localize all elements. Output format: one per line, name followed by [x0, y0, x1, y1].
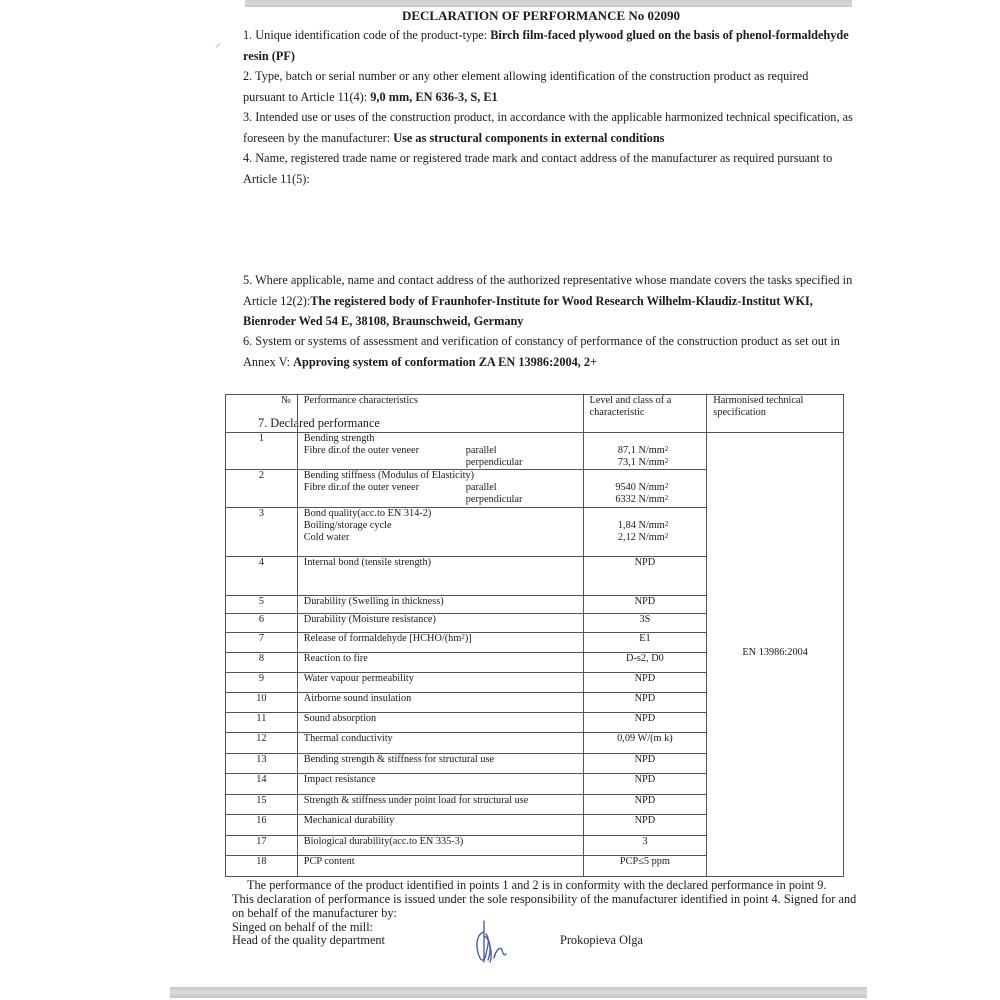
row-value-a: 9540 N/mm — [615, 482, 665, 493]
row-no: 3 — [226, 508, 298, 557]
row-characteristic: Thermal conductivity — [297, 733, 583, 754]
row-title: Bond quality(acc.to EN 314-2) — [303, 508, 432, 519]
row-no: 15 — [226, 795, 298, 815]
row-characteristic: Durability (Swelling in thickness) — [297, 596, 583, 614]
item-5-label-cont: Article 12(2): — [243, 293, 311, 308]
harmonised-spec-cell — [707, 433, 844, 877]
item-5-label: 5. Where applicable, name and contact address of the authorized representative whose mandate covers the tasks specified in — [243, 273, 853, 287]
item-4-label-cont: Article 11(5): — [243, 171, 310, 186]
row-no: 6 — [226, 614, 298, 633]
item-5 — [243, 270, 853, 332]
item-6-label: 6. System or systems of assessment and verification of constancy of performance of the construction product as set out in — [243, 334, 840, 348]
scan-artifact — [216, 43, 221, 48]
row-characteristic-text: )] — [464, 633, 472, 644]
row-value: NPD — [583, 795, 707, 815]
unit-superscript: 2 — [461, 633, 465, 641]
unit-superscript: 2 — [664, 494, 669, 502]
row-value: E1 — [583, 633, 707, 653]
row-value — [583, 470, 707, 508]
signed-on-behalf: Singed on behalf of the mill: — [232, 919, 374, 934]
row-sub-a: parallel — [465, 482, 497, 493]
row-characteristic — [297, 433, 583, 470]
responsibility-statement — [232, 893, 856, 948]
row-value: NPD — [583, 693, 707, 713]
row-characteristic: Sound absorption — [297, 713, 583, 733]
item-2-label: 2. Type, batch or serial number or any other element allowing identification of the construction product as required — [243, 69, 809, 83]
row-title: Bending stiffness (Modulus of Elasticity) — [303, 470, 475, 481]
row-value-a: 87,1 N/mm — [617, 445, 665, 456]
header-no: № — [226, 395, 298, 433]
declared-performance-table — [225, 394, 844, 877]
handwritten-signature-icon — [472, 918, 532, 968]
item-4 — [243, 148, 843, 189]
row-value: D-s2, D0 — [583, 653, 707, 673]
row-value: NPD — [583, 754, 707, 774]
responsibility-line-2: on behalf of the manufacturer by: — [232, 905, 397, 920]
item-4-label: 4. Name, registered trade name or registered trade mark and contact address of the manufacturer as required pursuant to — [243, 151, 833, 165]
row-characteristic-text: Release of formaldehyde [HCHO/(hm — [303, 633, 462, 644]
item-5-value-cont: Bienroder Wed 54 E, 38108, Braunschweid, Germany — [243, 314, 524, 328]
unit-superscript: 2 — [664, 445, 669, 453]
row-characteristic — [297, 633, 583, 653]
responsibility-line-1: This declaration of performance is issued under the sole responsibility of the manufacturer identified in point 4. Signed for and — [232, 892, 857, 906]
row-characteristic: Airborne sound insulation — [297, 693, 583, 713]
harmonised-spec: EN 13986:2004 — [742, 646, 808, 658]
item-5-value: The registered body of Fraunhofer-Institute for Wood Research Wilhelm-Klaudiz-Institut WKI, — [310, 293, 813, 308]
item-3-value: Use as structural components in external conditions — [393, 130, 665, 145]
row-sub-b: Cold water — [303, 532, 350, 543]
item-2-value: 9,0 mm, EN 636-3, S, E1 — [370, 89, 498, 104]
item-6-label-cont: Annex V: — [243, 354, 294, 369]
scan-edge-bottom — [170, 987, 867, 998]
row-sub-label: Fibre dir.of the outer veneer — [303, 445, 420, 456]
row-no: 13 — [226, 754, 298, 774]
row-characteristic: Strength & stiffness under point load for structural use — [297, 795, 583, 815]
row-value: NPD — [583, 673, 707, 693]
row-no: 14 — [226, 774, 298, 795]
row-no: 7 — [226, 633, 298, 653]
row-value: 0,09 W/(m k) — [583, 733, 707, 754]
row-characteristic: Reaction to fire — [297, 653, 583, 673]
row-sub-a: Boiling/storage cycle — [303, 520, 392, 531]
item-1-value-cont: resin (PF) — [243, 48, 296, 63]
item-6-value: Approving system of conformation ZA EN 13986:2004, 2+ — [293, 354, 598, 369]
row-no: 4 — [226, 557, 298, 596]
item-6 — [243, 331, 843, 372]
row-value: NPD — [583, 713, 707, 733]
unit-superscript: 2 — [664, 482, 669, 490]
row-no: 10 — [226, 693, 298, 713]
item-3-label-cont: foreseen by the manufacturer: — [243, 130, 394, 145]
item-1 — [243, 25, 849, 66]
row-title: Bending strength — [303, 433, 375, 444]
unit-superscript: 2 — [664, 532, 669, 540]
row-sub-a: parallel — [465, 445, 497, 456]
row-value — [583, 433, 707, 470]
row-value: NPD — [583, 815, 707, 836]
item-1-value: Birch film-faced plywood glued on the basis of phenol-formaldehyde — [490, 28, 849, 42]
item-2-label-cont: pursuant to Article 11(4): — [243, 89, 371, 104]
row-characteristic: Biological durability(acc.to EN 335-3) — [297, 836, 583, 856]
row-value-b: 2,12 N/mm — [617, 532, 665, 543]
row-value: 3 — [583, 836, 707, 856]
row-sub-b: perpendicular — [465, 457, 523, 468]
row-no: 8 — [226, 653, 298, 673]
row-characteristic — [297, 470, 583, 508]
signatory-name: Prokopieva Olga — [560, 933, 643, 947]
table-header-row — [226, 395, 844, 433]
row-characteristic: Impact resistance — [297, 774, 583, 795]
row-no: 1 — [226, 433, 298, 470]
row-no: 18 — [226, 856, 298, 877]
row-characteristic: Internal bond (tensile strength) — [297, 557, 583, 596]
table-row — [226, 433, 844, 470]
row-no: 5 — [226, 596, 298, 614]
item-7-label: 7. Declared performance — [258, 416, 380, 430]
row-sub-label: Fibre dir.of the outer veneer — [303, 482, 420, 493]
row-value: NPD — [583, 557, 707, 596]
unit-superscript: 2 — [664, 520, 669, 528]
row-value-a: 1,84 N/mm — [617, 520, 665, 531]
header-spec: Harmonised technical specification — [707, 395, 844, 433]
row-value: NPD — [583, 596, 707, 614]
row-value-b: 6332 N/mm — [615, 494, 665, 505]
row-no: 12 — [226, 733, 298, 754]
row-value: 3S — [583, 614, 707, 633]
row-no: 2 — [226, 470, 298, 508]
row-value: NPD — [583, 774, 707, 795]
row-no: 11 — [226, 713, 298, 733]
unit-superscript: 2 — [664, 457, 669, 465]
header-level: Level and class of a characteristic — [583, 395, 707, 433]
row-no: 16 — [226, 815, 298, 836]
signatory-position: Head of the quality department — [232, 933, 385, 948]
row-characteristic — [297, 508, 583, 557]
row-no: 9 — [226, 673, 298, 693]
item-3-label: 3. Intended use or uses of the construction product, in accordance with the applicable harmonized technical specification, as — [243, 110, 853, 124]
row-characteristic: PCP content — [297, 856, 583, 877]
item-3 — [243, 107, 853, 148]
row-characteristic: Water vapour permeability — [297, 673, 583, 693]
scan-edge-top — [245, 0, 852, 7]
row-value: PCP≤5 ppm — [583, 856, 707, 877]
row-no: 17 — [226, 836, 298, 856]
header-characteristic: Performance characteristics — [297, 395, 583, 433]
conformity-statement: The performance of the product identified in points 1 and 2 is in conformity with the declared performance in point 9. — [247, 878, 827, 892]
row-characteristic: Bending strength & stiffness for structural use — [297, 754, 583, 774]
item-2 — [243, 66, 843, 107]
row-sub-b: perpendicular — [465, 494, 523, 505]
document-title: DECLARATION OF PERFORMANCE No 02090 — [401, 8, 681, 23]
row-value-b: 73,1 N/mm — [617, 457, 665, 468]
row-characteristic: Mechanical durability — [297, 815, 583, 836]
item-1-label: 1. Unique identification code of the product-type: — [243, 28, 491, 42]
row-value — [583, 508, 707, 557]
row-characteristic: Durability (Moisture resistance) — [297, 614, 583, 633]
